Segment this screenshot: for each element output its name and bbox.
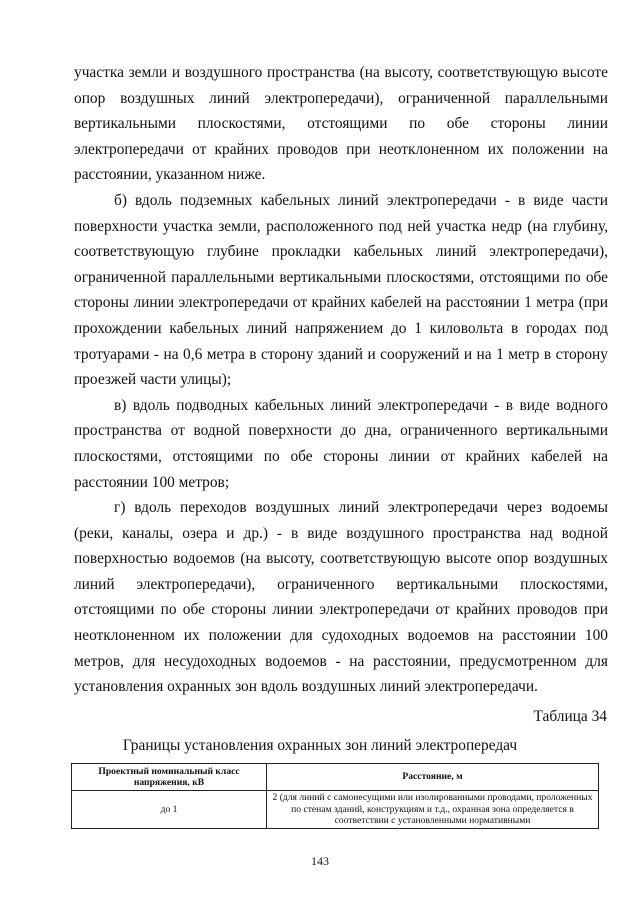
table-row (72, 791, 599, 829)
paragraph-b: б) вдоль подземных кабельных линий электропередачи - в виде части поверхности участка земли, расположенного под ней участка недр (на глубину, соответствующую глубине прокладки кабельных линий электропередачи), ограниченной параллельными вертикальными плоскостями, отстоящими по обе стороны линии электропередачи от крайних кабелей на расстоянии 1 метра (при прохождении кабельных линий напряжением до 1 киловольта в городах под тротуарами - на 0,6 метра в сторону зданий и сооружений и на 1 метр в сторону проезжей части улицы); (74, 191, 608, 389)
table-cell-voltage: до 1 (72, 791, 267, 829)
table-header-voltage: Проектный номинальный класс напряжения, кВ (72, 764, 267, 791)
paragraph-v: в) вдоль подводных кабельных линий электропередачи - в виде водного пространства от водной поверхности до дна, ограниченного вертикальными плоскостями, отстоящими по обе стороны линии от крайних кабелей на расстоянии 100 метров; (74, 396, 608, 491)
protection-zone-table (71, 763, 599, 829)
paragraph-continuation: участка земли и воздушного пространства (на высоту, соответствующую высоте опор воздушных линий электропередачи), ограниченной параллельными вертикальными плоскостями, отстоящими по обе стороны линии электропередачи от крайних проводов при неотклоненном их положении на расстоянии, указанном ниже. (74, 64, 608, 184)
table-label: Таблица 34 (533, 708, 607, 725)
table-header-row (72, 764, 599, 791)
table-header-distance: Расстояние, м (267, 764, 599, 791)
body-text (74, 60, 608, 700)
table-cell-distance: 2 (для линий с самонесущими или изолированными проводами, проложенных по стенам зданий, конструкциям и т.д., охранная зона определяется в соответствии с установленными нормативными (267, 791, 599, 829)
table-title: Границы установления охранных зон линий электропередач (122, 737, 518, 754)
page-number: 143 (311, 854, 329, 868)
paragraph-g: г) вдоль переходов воздушных линий электропередачи через водоемы (реки, каналы, озера и др.) - в виде воздушного пространства над водной поверхностью водоемов (на высоту, соответствующую высоте опор воздушных линий электропередачи), ограниченного вертикальными плоскостями, отстоящими по обе стороны линии электропередачи от крайних проводов при неотклоненном их положении для судоходных водоемов на расстоянии 100 метров, для несудоходных водоемов - на расстоянии, предусмотренном для установления охранных зон вдоль воздушных линий электропередачи. (74, 499, 608, 696)
